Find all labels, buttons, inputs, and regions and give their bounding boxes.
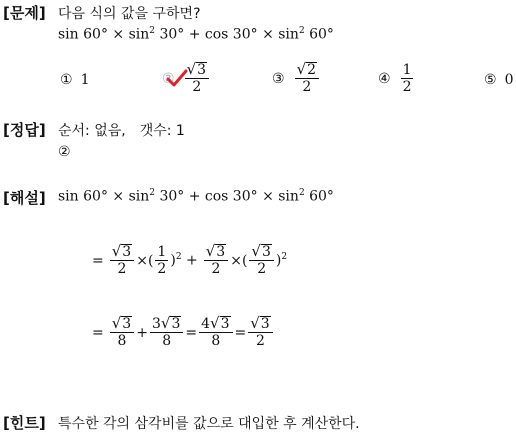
option-2-marker: ②: [162, 70, 175, 87]
option-5[interactable]: [484, 72, 513, 88]
option-3[interactable]: [272, 62, 321, 95]
option-3-fraction: √ 2 2: [295, 62, 319, 95]
check-icon: [166, 68, 188, 88]
answer-choice: ②: [58, 144, 71, 160]
explanation-line2: = √ 3 2 ×( $\frac{1}{2}$ )$^2$ + √ 3 2 ×( √ 3 2 )$^2$: [92, 242, 288, 278]
question-text: 다음 식의 값을 구하면?: [58, 6, 201, 22]
option-4[interactable]: [378, 62, 415, 95]
answer-meta: 순서: 없음, 갯수: 1: [58, 123, 185, 139]
problem-label: [문제]: [3, 4, 46, 22]
option-2-fraction: √ 3 2: [185, 62, 209, 95]
hint-label: [힌트]: [3, 414, 46, 432]
option-3-marker: ③: [272, 70, 285, 87]
option-1-value: 1: [80, 72, 90, 88]
answer-label: [정답]: [3, 121, 46, 139]
hint-text: 특수한 각의 삼각비를 값으로 대입한 후 계산한다.: [58, 416, 360, 432]
option-1[interactable]: [60, 72, 89, 88]
explanation-line3: = √ 3 8 + 3 √ 3 8 = 4 √ 3 8 = √ 3 2: [92, 316, 275, 349]
option-4-fraction: $\frac{1}{2}$: [402, 62, 412, 96]
explanation-label: [해설]: [3, 189, 46, 207]
option-4-marker: ④: [378, 70, 391, 87]
explanation-line1: $\sin 60^\circ \times \sin^2 30^\circ + \cos 30^\circ \times \sin^2 60^\circ$: [58, 188, 334, 205]
option-1-marker: ①: [60, 72, 73, 88]
problem-expression: $\sin 60^\circ \times \sin^2 30^\circ + \cos 30^\circ \times \sin^2 60^\circ$: [58, 26, 334, 43]
option-5-marker: ⑤: [484, 72, 497, 88]
option-2[interactable]: [162, 62, 211, 95]
option-5-value: 0: [504, 72, 514, 88]
